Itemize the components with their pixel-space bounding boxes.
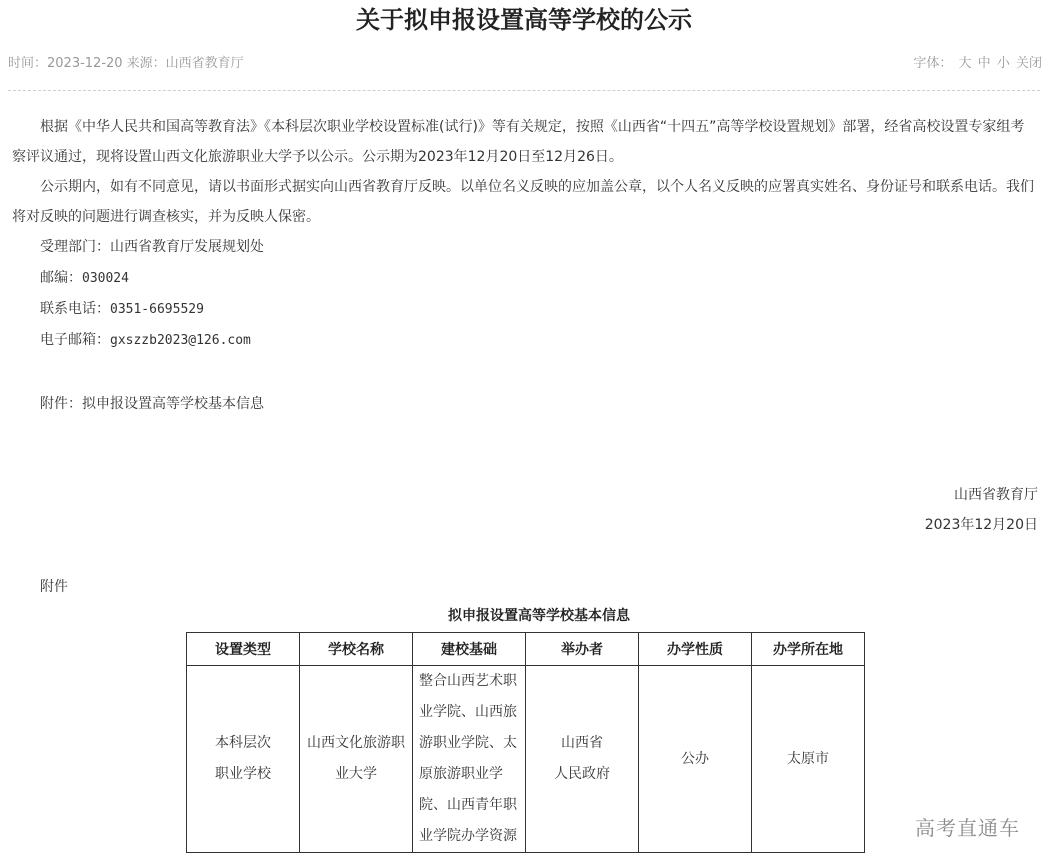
cell-sponsor-line1: 山西省: [561, 735, 603, 751]
font-size-controls: [911, 54, 1042, 74]
contact-info: [12, 232, 1038, 356]
header-name: 学校名称: [300, 633, 413, 666]
cell-basis: [413, 666, 526, 853]
cell-type-line2: 职业学校: [215, 766, 271, 782]
contact-postcode: [12, 263, 1038, 294]
cell-basis-text: 整合山西艺术职业学院、山西旅游职业学院、太原旅游职业学院、山西青年职业学院办学资源: [419, 673, 517, 844]
header-basis: 建校基础: [413, 633, 526, 666]
school-info-table: [186, 632, 865, 853]
font-medium-link[interactable]: 中: [977, 56, 991, 71]
header-nature: 办学性质: [639, 633, 752, 666]
signer-org: 山西省教育厅: [954, 487, 1038, 503]
header-sponsor: 举办者: [526, 633, 639, 666]
phone-label: 联系电话：: [40, 301, 110, 317]
cell-sponsor: [526, 666, 639, 853]
article-meta: [8, 54, 1042, 74]
attachment-link: 附件：拟申报设置高等学校基本信息: [40, 396, 264, 412]
cell-type: [187, 666, 300, 853]
signature: [925, 480, 1038, 540]
contact-email: [12, 325, 1038, 356]
phone-value: 0351-6695529: [110, 302, 204, 317]
font-small-link[interactable]: 小: [996, 56, 1010, 71]
postcode-value: 030024: [82, 271, 129, 286]
cell-nature: 公办: [639, 666, 752, 853]
contact-dept: 受理部门：山西省教育厅发展规划处: [40, 239, 264, 255]
header-location: 办学所在地: [752, 633, 865, 666]
email-label: 电子邮箱：: [40, 332, 110, 348]
paragraph-1: 根据《中华人民共和国高等教育法》《本科层次职业学校设置标准(试行)》等有关规定，按照《山西省“十四五”高等学校设置规划》部署，经省高校设置专家组考察评议通过，现将设置山西文化旅游职业大学予以公示。公示期为2023年12月20日至12月26日。: [12, 119, 1025, 165]
signer-date: 2023年12月20日: [924, 517, 1038, 533]
contact-phone: [12, 294, 1038, 325]
table-row: [187, 666, 865, 853]
watermark-logo: 高考直通车: [915, 816, 1020, 840]
cell-location: 太原市: [752, 666, 865, 853]
email-value: gxszzb2023@126.com: [110, 333, 251, 348]
article-body: [12, 112, 1038, 356]
appendix-label: 附件: [40, 579, 68, 595]
table-title: 拟申报设置高等学校基本信息: [448, 608, 630, 624]
cell-name: [300, 666, 413, 853]
cell-name-text: 山西文化旅游职业大学: [307, 735, 405, 782]
font-size-label: 字体：: [913, 56, 953, 71]
table-header-row: [187, 633, 865, 666]
close-link[interactable]: 关闭: [1015, 56, 1042, 71]
cell-type-line1: 本科层次: [215, 735, 271, 751]
postcode-label: 邮编：: [40, 270, 82, 286]
publish-info: 时间：2023-12-20 来源：山西省教育厅: [8, 56, 244, 71]
divider: [8, 90, 1040, 91]
cell-sponsor-line2: 人民政府: [554, 766, 610, 782]
font-large-link[interactable]: 大: [958, 56, 972, 71]
page-title: 关于拟申报设置高等学校的公示: [356, 6, 692, 34]
header-type: 设置类型: [187, 633, 300, 666]
paragraph-2: 公示期内，如有不同意见，请以书面形式据实向山西省教育厅反映。以单位名义反映的应加盖公章，以个人名义反映的应署真实姓名、身份证号和联系电话。我们将对反映的问题进行调查核实，并为反映人保密。: [12, 179, 1034, 225]
